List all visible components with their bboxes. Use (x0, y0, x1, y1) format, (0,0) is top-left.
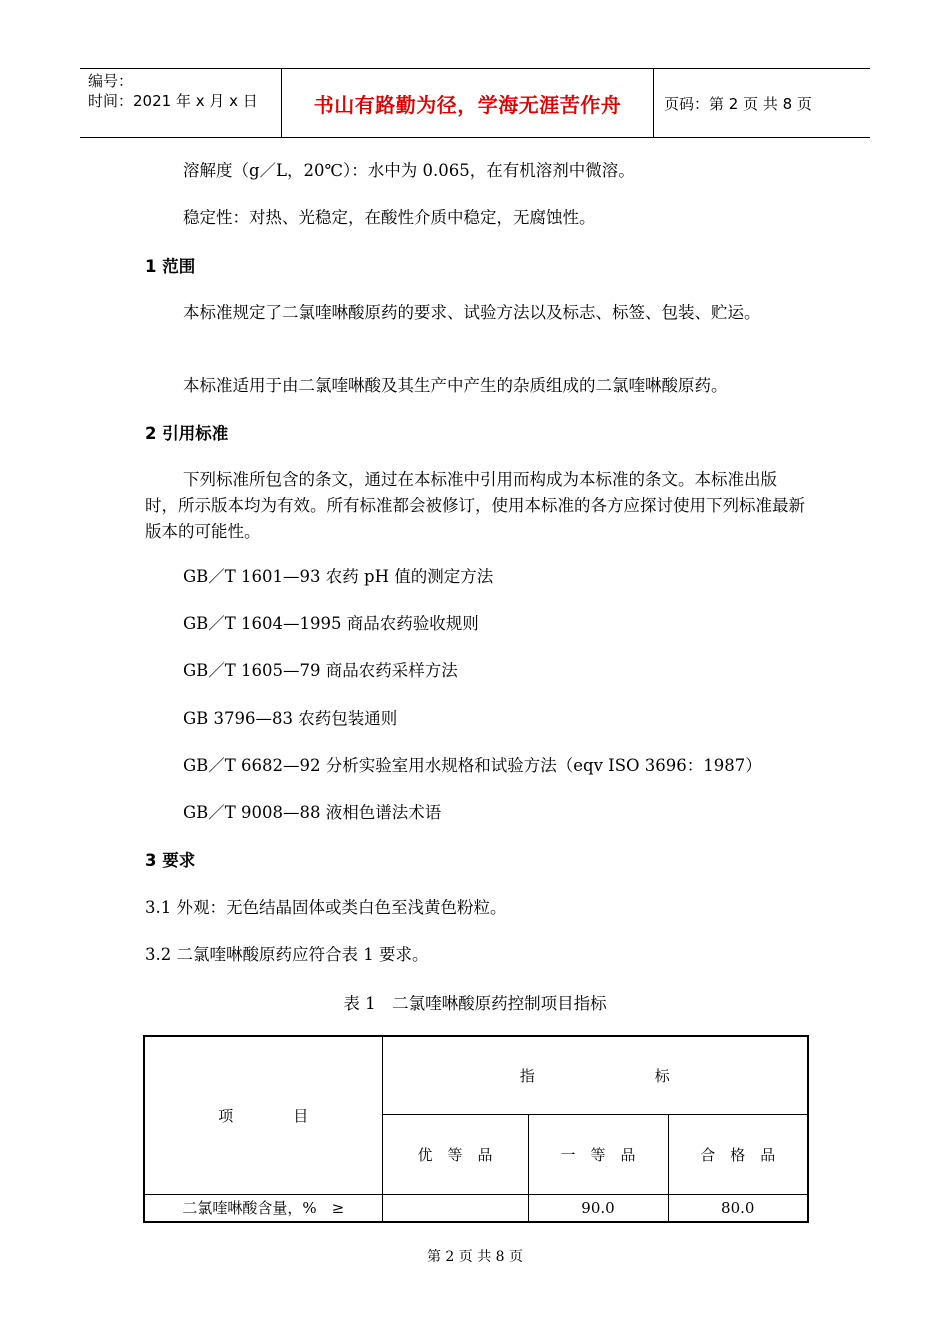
reference-item: GB／T 1604—1995 商品农药验收规则 (183, 614, 479, 633)
page-footer: 第 2 页 共 8 页 (426, 1249, 524, 1265)
section-2-paragraph: 下列标准所包含的条文，通过在本标准中引用而构成为本标准的条文。本标准出版时，所示版本均为有效。所有标准都会被修订，使用本标准的各方应探讨使用下列标准最新版本的可能性。 (145, 470, 805, 541)
table-row (144, 1194, 808, 1222)
reference-item: GB／T 6682—92 分析实验室用水规格和试验方法（eqv ISO 3696：1987） (183, 756, 762, 775)
section-2-heading: 2 引用标准 (145, 424, 229, 443)
document-number-label: 编号： (88, 72, 134, 90)
table-caption: 表 1 二氯喹啉酸原药控制项目指标 (343, 994, 607, 1013)
header-motto: 书山有路勤为径，学海无涯苦作舟 (282, 69, 654, 137)
item-header-cell: 项 目 (144, 1036, 382, 1194)
grade-header-premium: 优 等 品 (382, 1114, 528, 1194)
section-1-paragraph-2: 本标准适用于由二氯喹啉酸及其生产中产生的杂质组成的二氯喹啉酸原药。 (183, 376, 728, 395)
row-value-first: 90.0 (528, 1194, 668, 1222)
grade-header-qualified: 合 格 品 (668, 1114, 808, 1194)
section-3-heading: 3 要求 (145, 851, 196, 870)
solubility-text: 溶解度（g／L，20℃）：水中为 0.065，在有机溶剂中微溶。 (183, 161, 635, 180)
stability-text: 稳定性：对热、光稳定，在酸性介质中稳定，无腐蚀性。 (183, 208, 596, 227)
row-value-premium (382, 1194, 528, 1222)
row-value-qualified: 80.0 (668, 1194, 808, 1222)
row-item-cell: 二氯喹啉酸含量，% ≥ (144, 1194, 382, 1222)
reference-item: GB／T 9008—88 液相色谱法术语 (183, 803, 442, 822)
reference-item: GB／T 1601—93 农药 pH 值的测定方法 (183, 567, 494, 586)
section-3-2-text: 3.2 二氯喹啉酸原药应符合表 1 要求。 (145, 945, 429, 964)
grade-header-first: 一 等 品 (528, 1114, 668, 1194)
header-page-info: 页码：第 2 页 共 8 页 (664, 94, 812, 113)
index-header-cell: 指 标 (382, 1036, 808, 1114)
requirements-table (143, 1035, 809, 1223)
section-1-heading: 1 范围 (145, 257, 196, 276)
reference-item: GB／T 1605—79 商品农药采样方法 (183, 661, 458, 680)
document-date-label: 时间：2021 年 x 月 x 日 (88, 92, 258, 110)
page-header (80, 68, 870, 138)
section-1-paragraph-1: 本标准规定了二氯喹啉酸原药的要求、试验方法以及标志、标签、包装、贮运。 (183, 303, 761, 322)
reference-item: GB 3796—83 农药包装通则 (183, 709, 398, 728)
section-3-1-text: 3.1 外观：无色结晶固体或类白色至浅黄色粉粒。 (145, 898, 507, 917)
header-meta (80, 69, 282, 137)
